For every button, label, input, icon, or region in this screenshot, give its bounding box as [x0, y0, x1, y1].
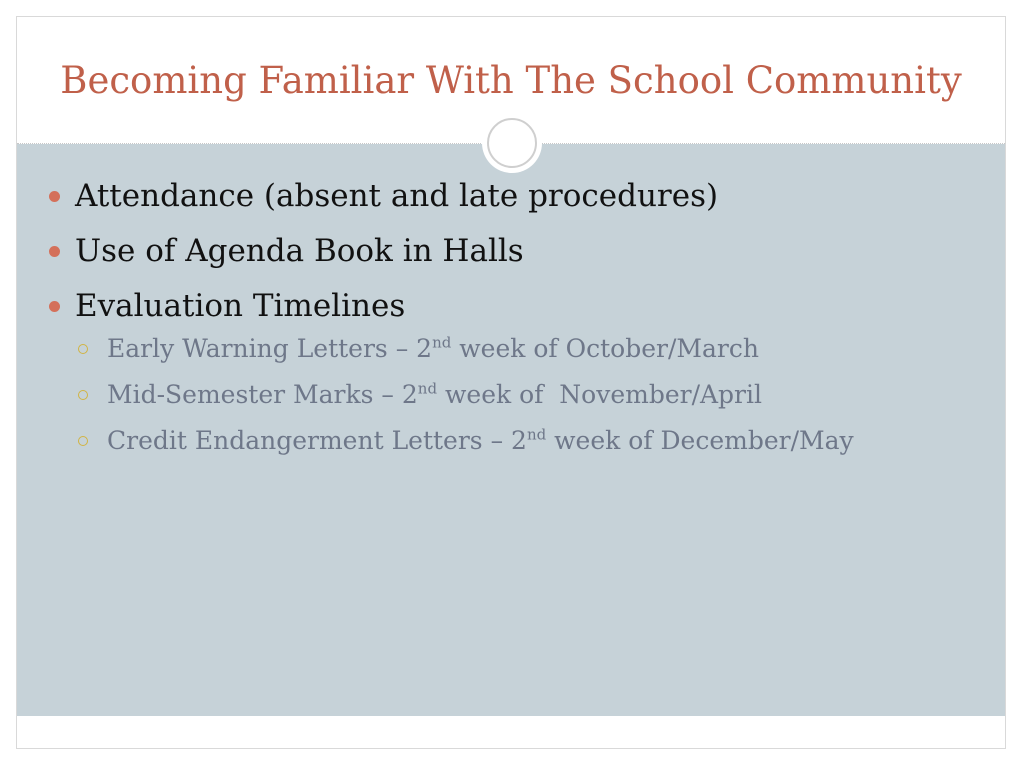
sub-bullet-group	[47, 325, 987, 457]
bullet-ring-icon	[78, 436, 88, 446]
sub-bullet-item	[47, 379, 987, 411]
bullet-text: Evaluation Timelines	[75, 288, 406, 324]
sub-bullet-list	[47, 333, 987, 457]
bullet-dot-icon	[49, 301, 60, 312]
bullet-item	[47, 232, 987, 270]
bullet-item	[47, 287, 987, 325]
bullet-dot-icon	[49, 191, 60, 202]
bullet-dot-icon	[49, 246, 60, 257]
sub-bullet-text-end: week of November/April	[437, 380, 762, 409]
sub-bullet-text-start: Mid-Semester Marks – 2	[107, 380, 418, 409]
sub-bullet-text-end: week of October/March	[451, 334, 759, 363]
slide	[16, 16, 1006, 749]
slide-title: Becoming Familiar With The School Community	[60, 59, 962, 102]
ordinal-suffix: nd	[432, 333, 452, 352]
bullet-list	[47, 177, 987, 471]
bullet-text: Use of Agenda Book in Halls	[75, 233, 524, 269]
ordinal-suffix: nd	[417, 379, 438, 398]
bullet-ring-icon	[78, 390, 88, 400]
sub-bullet-text-start: Credit Endangerment Letters – 2	[107, 426, 527, 455]
bullet-item	[47, 177, 987, 215]
sub-bullet-text	[107, 380, 762, 409]
divider-circle-ornament	[482, 113, 542, 173]
sub-bullet-text	[107, 334, 759, 363]
ordinal-suffix: nd	[526, 425, 547, 444]
sub-bullet-text-end: week of December/May	[546, 426, 854, 455]
sub-bullet-text	[107, 426, 854, 455]
divider-circle-ring	[487, 118, 537, 168]
bullet-ring-icon	[78, 344, 88, 354]
bullet-text: Attendance (absent and late procedures)	[75, 178, 719, 214]
sub-bullet-text-start: Early Warning Letters – 2	[107, 334, 433, 363]
sub-bullet-item	[47, 333, 987, 365]
sub-bullet-item	[47, 425, 987, 457]
